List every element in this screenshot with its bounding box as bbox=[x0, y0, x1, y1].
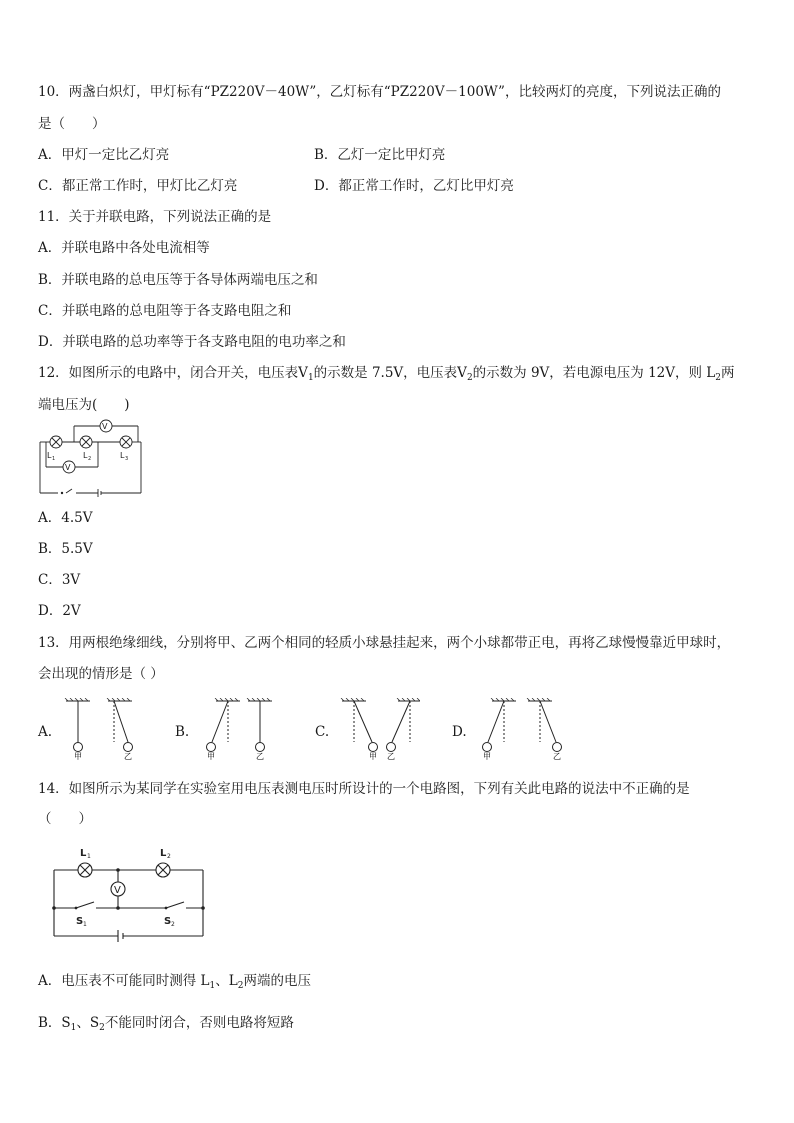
svg-text:S: S bbox=[164, 916, 172, 927]
q13-figure-b bbox=[198, 698, 278, 764]
q12-circuit-diagram bbox=[36, 418, 146, 502]
svg-text:1: 1 bbox=[87, 853, 91, 860]
svg-text:L: L bbox=[160, 848, 167, 859]
svg-text:1: 1 bbox=[83, 921, 87, 928]
svg-text:V: V bbox=[65, 463, 71, 472]
svg-text:乙: 乙 bbox=[256, 752, 264, 760]
q11-option-a: A．并联电路中各处电流相等 bbox=[38, 240, 210, 256]
q10-option-a: A．甲灯一定比乙灯亮 bbox=[38, 147, 170, 163]
q13-figure-c bbox=[340, 698, 420, 764]
q10-option-c: C．都正常工作时，甲灯比乙灯亮 bbox=[38, 178, 238, 194]
q13-stem-line1: 13．用两根绝缘细线，分别将甲、乙两个相同的轻质小球悬挂起来，两个小球都带正电，再将乙球慢慢靠近甲球时， bbox=[38, 635, 731, 651]
q10-stem-line1: 10．两盏白炽灯，甲灯标有“PZ220V－40W”，乙灯标有“PZ220V－100W”，比较两灯的亮度，下列说法正确的 bbox=[38, 84, 721, 100]
svg-text:L: L bbox=[47, 451, 52, 460]
svg-text:1: 1 bbox=[52, 456, 56, 462]
svg-text:L: L bbox=[120, 451, 125, 460]
q13-figure-a bbox=[62, 698, 142, 764]
q12-stem-line2: 端电压为( ) bbox=[38, 397, 130, 413]
svg-text:2: 2 bbox=[171, 921, 175, 928]
q11-option-b: B．并联电路的总电压等于各导体两端电压之和 bbox=[38, 272, 318, 288]
svg-text:乙: 乙 bbox=[553, 752, 561, 760]
svg-text:V: V bbox=[102, 422, 108, 431]
q12-option-b: B．5.5V bbox=[38, 541, 93, 557]
svg-text:S: S bbox=[76, 916, 84, 927]
q13-stem-line2: 会出现的情形是（ ） bbox=[38, 666, 164, 682]
q13-option-d-label: D. bbox=[452, 724, 467, 740]
svg-text:甲: 甲 bbox=[207, 752, 215, 760]
q12-option-a: A．4.5V bbox=[38, 510, 93, 526]
q14-stem-line2: （ ） bbox=[38, 811, 92, 827]
svg-text:L: L bbox=[80, 848, 87, 859]
q10-option-b: B．乙灯一定比甲灯亮 bbox=[314, 147, 446, 163]
q14-stem-line1: 14．如图所示为某同学在实验室用电压表测电压时所设计的一个电路图，下列有关此电路的说法中不正确的是 bbox=[38, 781, 690, 797]
q13-figure-d bbox=[476, 698, 576, 764]
svg-text:2: 2 bbox=[167, 853, 171, 860]
q12-option-c: C．3V bbox=[38, 572, 81, 588]
q11-option-c: C．并联电路的总电阻等于各支路电阻之和 bbox=[38, 303, 292, 319]
svg-text:L: L bbox=[83, 451, 88, 460]
q11-stem: 11．关于并联电路，下列说法正确的是 bbox=[38, 209, 272, 225]
q13-option-b-label: B. bbox=[175, 724, 190, 740]
q10-stem-line2: 是（ ） bbox=[38, 116, 106, 132]
svg-text:乙: 乙 bbox=[387, 752, 395, 760]
svg-text:V: V bbox=[114, 885, 121, 896]
svg-text:乙: 乙 bbox=[124, 752, 132, 760]
q12-option-d: D．2V bbox=[38, 603, 81, 619]
q14-option-b: B．$S_1$、$S_2$不能同时闭合，否则电路将短路 bbox=[38, 1015, 294, 1033]
q11-option-d: D．并联电路的总功率等于各支路电阻的电功率之和 bbox=[38, 334, 346, 350]
svg-text:3: 3 bbox=[125, 456, 129, 462]
q12-stem-line1: 12．如图所示的电路中，闭合开关，电压表$V_1$的示数是 7.5V，电压表$V_2$的示数为 9V，若电源电压为 12V，则 $L_2$两 bbox=[38, 365, 735, 383]
q13-option-c-label: C. bbox=[315, 724, 330, 740]
svg-text:甲: 甲 bbox=[74, 752, 82, 760]
q10-option-d: D．都正常工作时，乙灯比甲灯亮 bbox=[314, 178, 514, 194]
q13-option-a-label: A. bbox=[38, 724, 53, 740]
q14-option-a: A．电压表不可能同时测得 $L_1$、$L_2$两端的电压 bbox=[38, 973, 311, 991]
svg-text:2: 2 bbox=[88, 456, 92, 462]
svg-text:甲: 甲 bbox=[483, 752, 491, 760]
svg-text:甲: 甲 bbox=[369, 752, 377, 760]
q14-circuit-diagram bbox=[46, 842, 211, 948]
